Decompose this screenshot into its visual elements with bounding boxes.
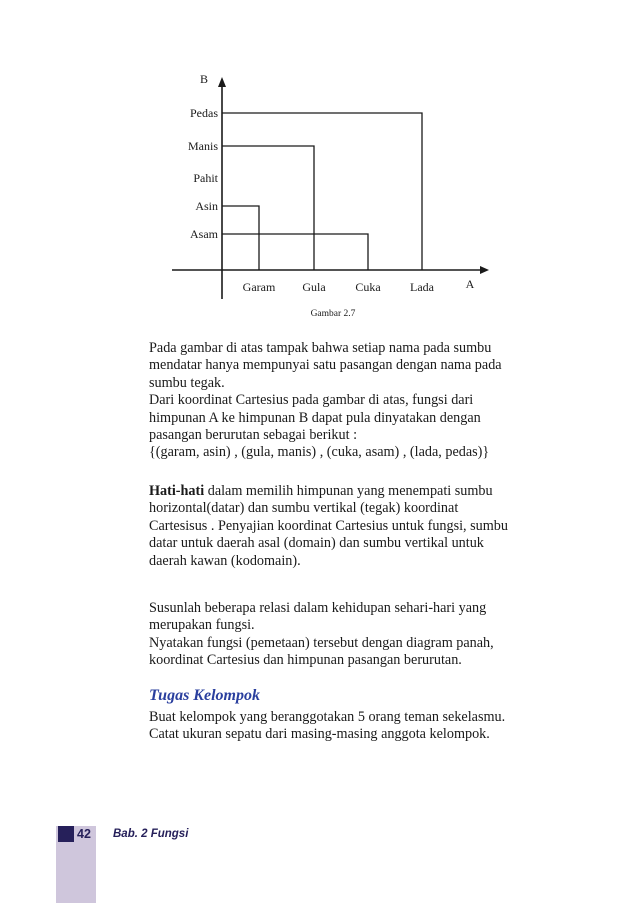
paragraph-description — [149, 340, 562, 462]
text-line: mendatar hanya mempunyai satu pasangan dengan nama pada — [149, 357, 502, 374]
footer-marker — [58, 826, 74, 842]
x-axis-arrow — [480, 266, 489, 274]
text-line: Nyatakan fungsi (pemetaan) tersebut dengan diagram panah, — [149, 634, 494, 651]
text-line: sumbu tegak. — [149, 374, 225, 391]
page-number: 42 — [77, 827, 91, 841]
figure-caption: Gambar 2.7 — [310, 309, 356, 319]
y-tick-label: Pahit — [193, 171, 218, 185]
pair-line-cuka-asam — [222, 234, 368, 270]
text-line: merupakan fungsi. — [149, 617, 255, 634]
y-tick-label: Asin — [195, 199, 218, 213]
y-tick-label: Pedas — [190, 106, 218, 120]
x-tick-label: Lada — [410, 280, 434, 294]
pair-line-gula-manis — [222, 146, 314, 270]
chapter-title: Bab. 2 Fungsi — [113, 828, 189, 840]
task-heading: Tugas Kelompok — [149, 687, 260, 704]
pair-line-garam-asin — [222, 206, 259, 270]
text-line: pasangan berurutan sebagai berikut : — [149, 427, 358, 444]
x-axis-label: A — [465, 277, 475, 291]
paragraph-caution — [149, 483, 562, 570]
text-line — [149, 483, 562, 500]
cartesian-diagram — [0, 0, 638, 330]
caution-emphasis: Hati-hati — [149, 483, 205, 499]
y-tick-label: Manis — [188, 139, 218, 153]
pair-line-lada-pedas — [222, 113, 422, 270]
pair-set: {(garam, asin) , (gula, manis) , (cuka, asam) , (lada, pedas)} — [149, 444, 490, 461]
text-line: daerah kawan (kodomain). — [149, 552, 301, 569]
text-line: datar untuk daerah asal (domain) dan sumbu vertikal untuk — [149, 535, 484, 552]
x-tick-label: Cuka — [355, 280, 381, 294]
text-line: Pada gambar di atas tampak bahwa setiap nama pada sumbu — [149, 340, 492, 356]
text-line: himpunan A ke himpunan B dapat pula dinyatakan dengan — [149, 409, 481, 426]
text-line: horizontal(datar) dan sumbu vertikal (tegak) koordinat — [149, 500, 459, 517]
text-line: Dari koordinat Cartesius pada gambar di atas, fungsi dari — [149, 392, 474, 409]
text-line: koordinat Cartesius dan himpunan pasangan berurutan. — [149, 652, 462, 669]
y-axis-label: B — [199, 72, 208, 86]
y-tick-label: Asam — [190, 227, 218, 241]
text-line: Buat kelompok yang beranggotakan 5 orang teman sekelasmu. — [149, 709, 506, 725]
text-span: dalam memilih himpunan yang menempati sumbu — [204, 483, 493, 499]
text-line: Cartesisus . Penyajian koordinat Cartesius untuk fungsi, sumbu — [149, 517, 508, 534]
paragraph-exercise — [149, 600, 562, 670]
paragraph-task — [149, 709, 562, 744]
text-line: Susunlah beberapa relasi dalam kehidupan sehari-hari yang — [149, 600, 487, 616]
text-line: Catat ukuran sepatu dari masing-masing anggota kelompok. — [149, 726, 490, 743]
x-tick-label: Gula — [302, 280, 326, 294]
chart-marks — [188, 106, 435, 294]
y-axis-arrow — [218, 77, 226, 87]
x-tick-label: Garam — [242, 280, 276, 294]
